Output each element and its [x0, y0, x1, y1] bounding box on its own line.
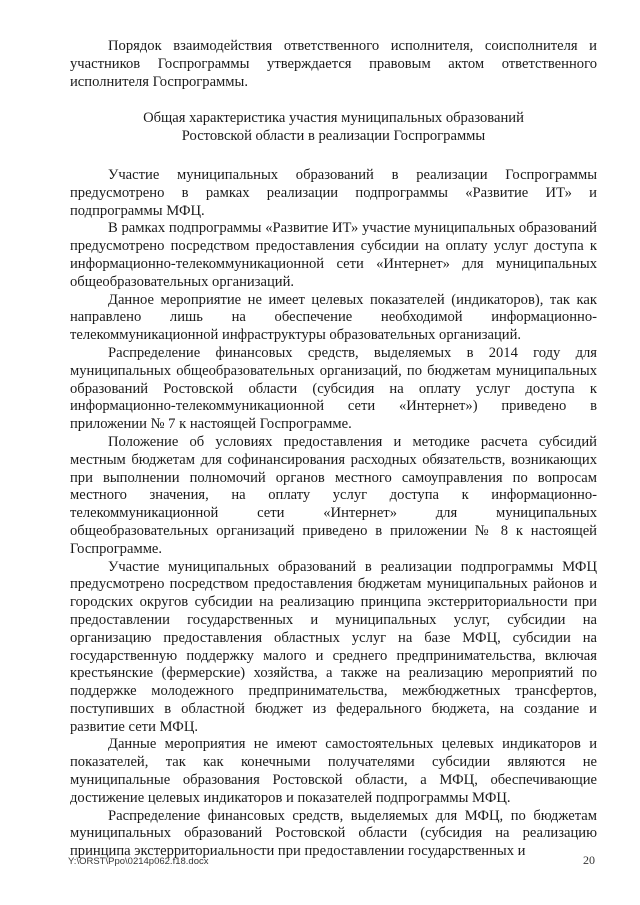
paragraph: Распределение финансовых средств, выделяемых для МФЦ, по бюджетам муниципальных образований Ростовской области (субсидия на реализацию принципа экстерриториальности при предоставлении государственных и	[70, 807, 597, 860]
paragraph: Участие муниципальных образований в реализации подпрограммы МФЦ предусмотрено посредством предоставления бюджетам муниципальных районов и городских округов субсидии на реализацию принципа экстерриториальности при предоставлении государственных и муниципальных услуг, субсидии на организацию предоставления областных услуг на базе МФЦ, субсидии на государственную поддержку малого и среднего предпринимательства, включая крестьянские (фермерские) хозяйства, а также на реализацию мероприятий по поддержке молодежного предпринимательства, межбюджетных трансфертов, поступивших в областной бюджет из федерального бюджета, на создание и развитие сети МФЦ.	[70, 558, 597, 735]
page-number: 20	[583, 853, 595, 867]
footer-file-path: Y:\ORST\Ppo\0214p062.f18.docx	[68, 856, 209, 867]
paragraph: Распределение финансовых средств, выделяемых в 2014 году для муниципальных общеобразовательных организаций, по бюджетам муниципальных образований Ростовской области (субсидия на оплату услуг доступа к информационно-телекоммуникационной сети «Интернет») приведено в приложении № 7 к настоящей Госпрограмме.	[70, 344, 597, 433]
paragraph: Данное мероприятие не имеет целевых показателей (индикаторов), так как направлено лишь на обеспечение необходимой информационно-телекоммуникационной инфраструктуры образовательных организаций.	[70, 291, 597, 344]
paragraph: Данные мероприятия не имеют самостоятельных целевых индикаторов и показателей, так как конечными получателями субсидии являются не муниципальные образования Ростовской области, а МФЦ, обеспечивающие достижение целевых индикаторов и показателей подпрограммы МФЦ.	[70, 736, 597, 806]
paragraph: Положение об условиях предоставления и методике расчета субсидий местным бюджетам для софинансирования расходных обязательств, возникающих при выполнении полномочий органов местного самоуправления по вопросам местного значения, на оплату услуг доступа к информационно-телекоммуникационной сети «Интернет» для муниципальных общеобразовательных организаций приведено в приложении № 8 к настоящей Госпрограмме.	[70, 433, 597, 557]
section-heading-line2: Ростовской области в реализации Госпрограммы	[181, 128, 486, 145]
paragraph: Участие муниципальных образований в реализации Госпрограммы предусмотрено в рамках реализации подпрограммы «Развитие ИТ» и подпрограммы МФЦ.	[70, 166, 597, 219]
intro-paragraph: Порядок взаимодействия ответственного исполнителя, соисполнителя и участников Госпрограммы утверждается правовым актом ответственного исполнителя Госпрограммы.	[70, 38, 597, 90]
paragraph: В рамках подпрограммы «Развитие ИТ» участие муниципальных образований предусмотрено посредством предоставления субсидии на оплату услуг доступа к информационно-телекоммуникационной сети «Интернет» для муниципальных общеобразовательных организаций.	[70, 220, 597, 290]
section-heading-line1: Общая характеристика участия муниципальных образований	[143, 110, 524, 127]
section-heading	[70, 110, 597, 146]
document-body	[70, 38, 597, 861]
